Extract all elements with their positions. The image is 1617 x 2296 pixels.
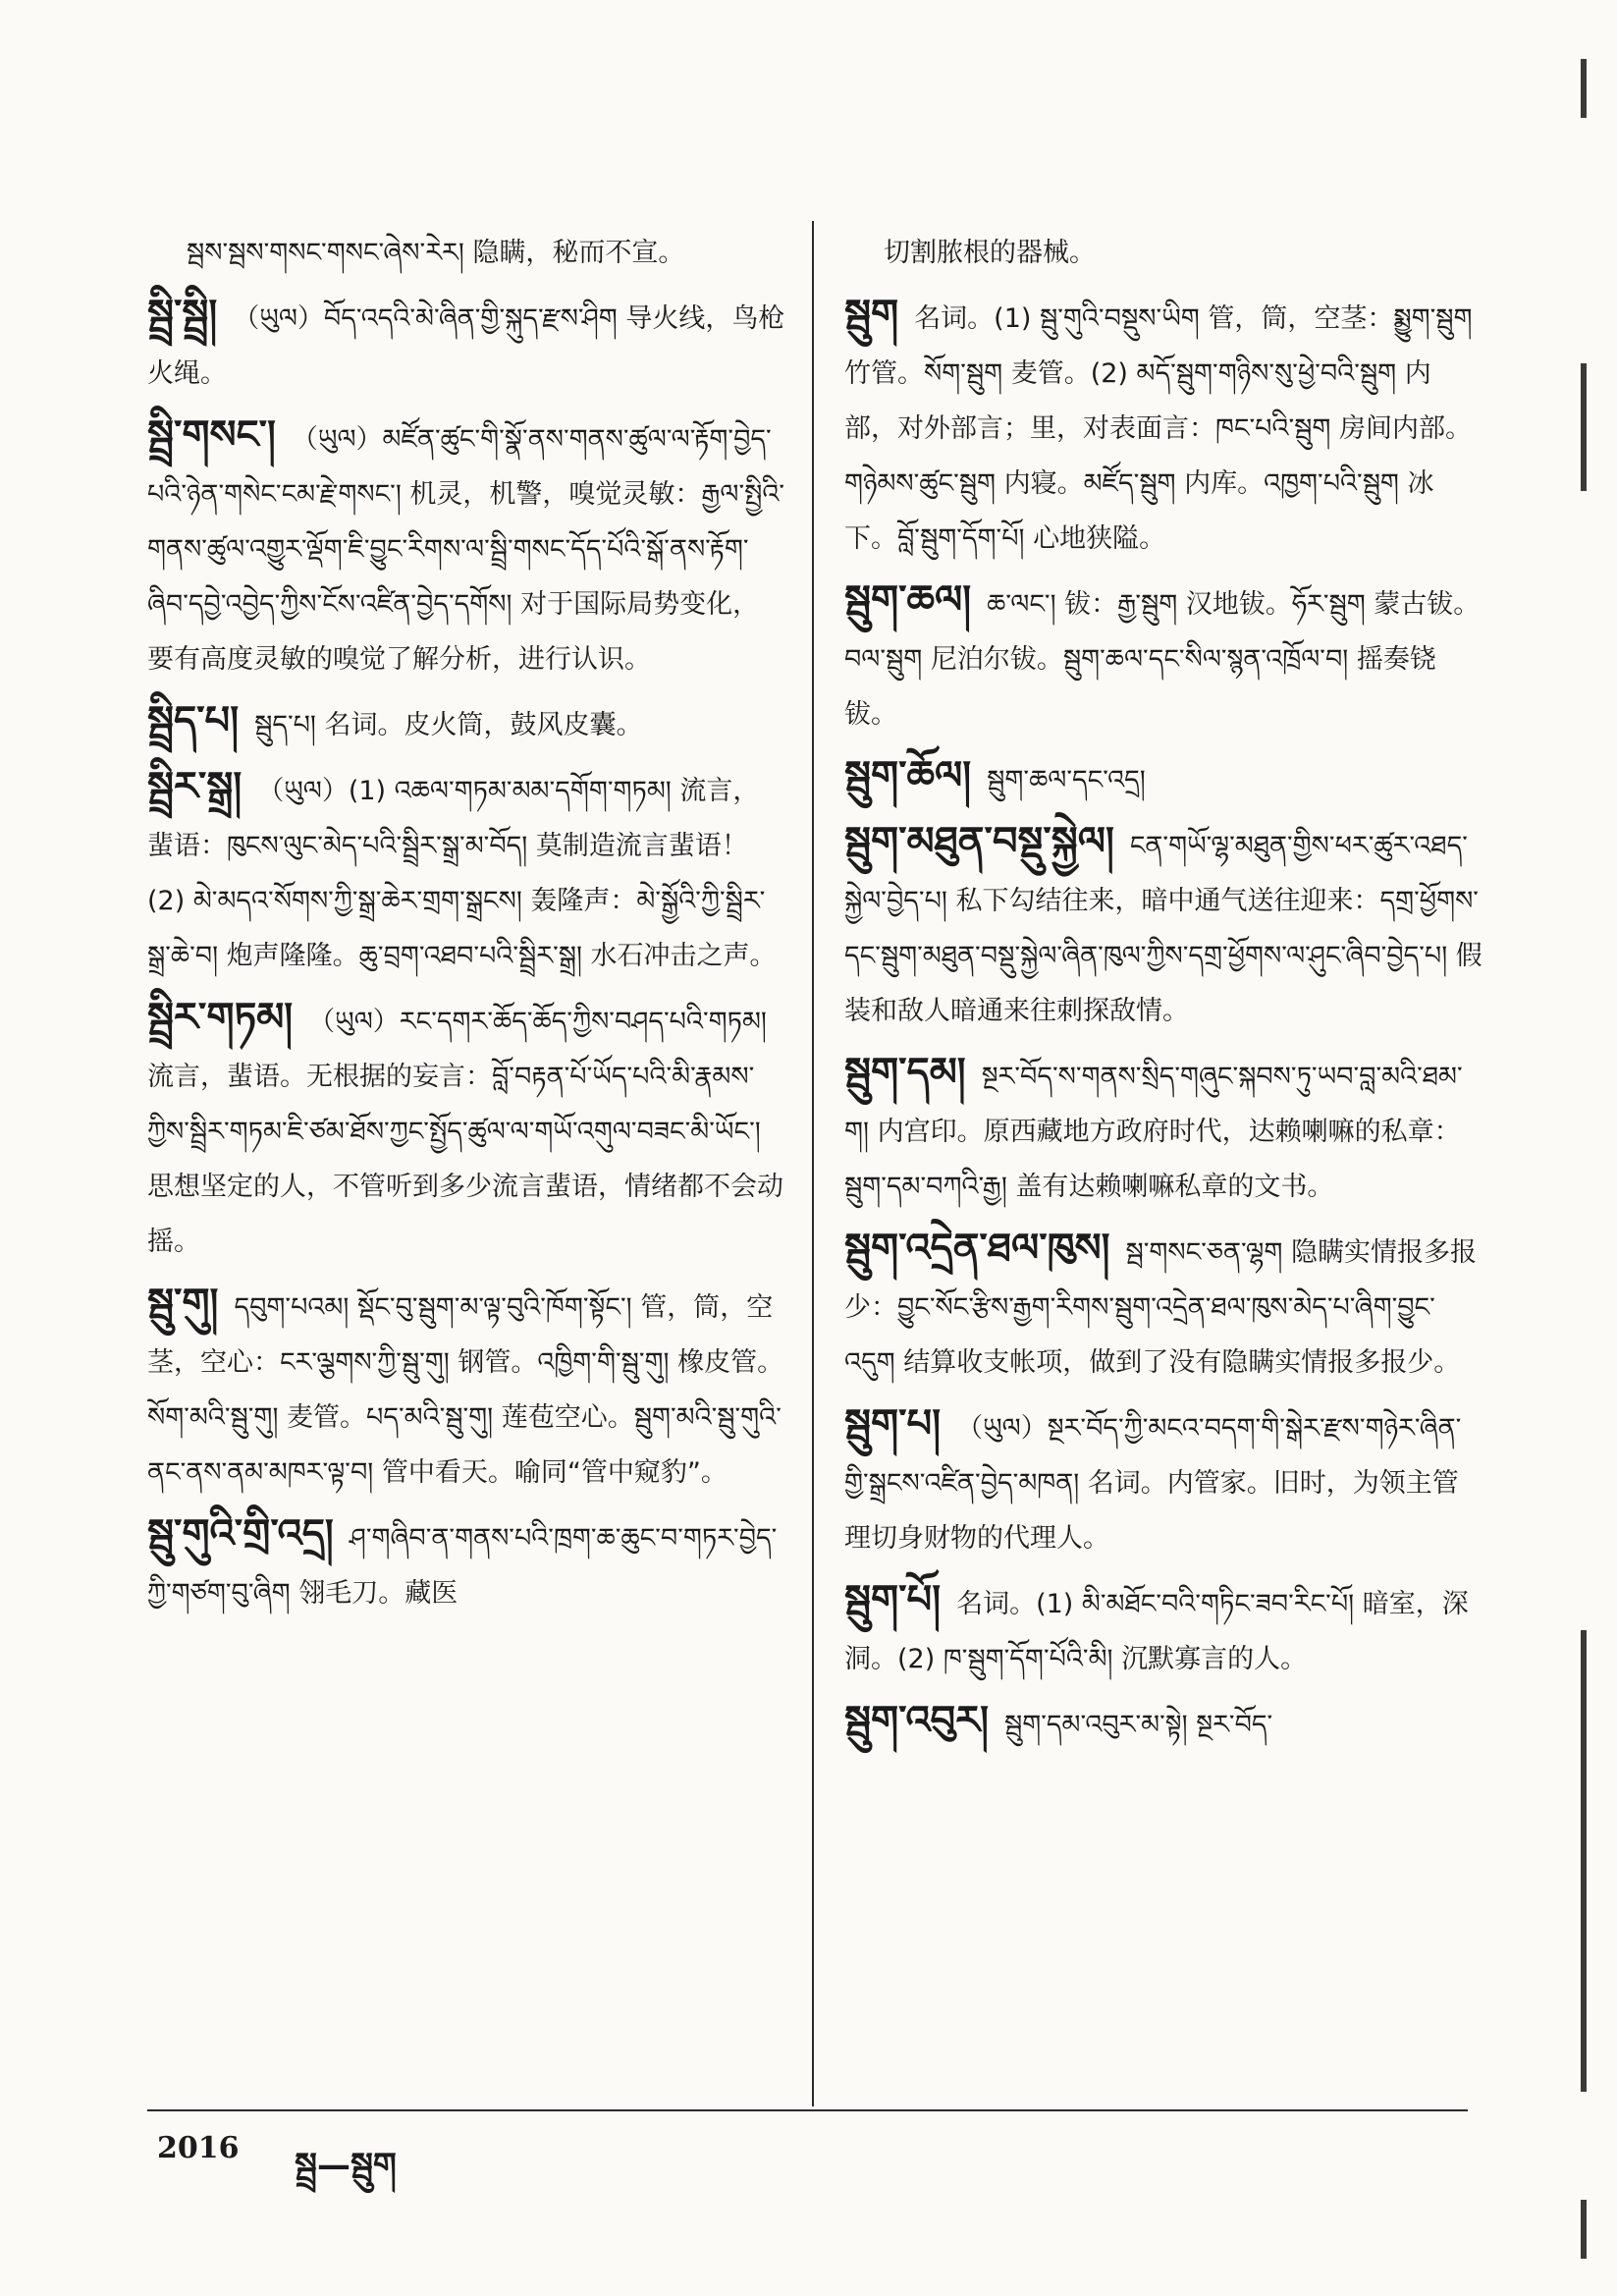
dictionary-entry (844, 814, 1482, 1039)
entry-definition: དབུག་པའམ། སྡོང་བུ་སྦུག་མ་ལྟ་བུའི་ཁོག་སྟོང་། 管，筒，空茎，空心：ངར་ལྕགས་ཀྱི་སྦུ་གུ། 钢管。འཁྱིག་གི་སྦུ་གུ། 橡皮管。སོག་མའི་སྦུ་གུ། 麦管。པད་མའི་སྦུ་གུ། 莲苞空心。སྦུག་མའི་སྦུ་གུའི་ནང་ནས་ནམ་མཁར་ལྟ་བ། 管中看天。喻同“管中窥豹”。 (147, 1292, 784, 1488)
entry-definition: ཤ་གཞིབ་ན་གནས་པའི་ཁྲག་ཆ་ཆུང་བ་གཏར་བྱེད་ཀྱི་གཙག་བུ་ཞིག 翎毛刀。藏医 (147, 1523, 778, 1609)
dictionary-entry (147, 1276, 785, 1501)
entry-headword: སྦུ་གུ། (147, 1281, 219, 1326)
dictionary-entry (844, 1045, 1482, 1215)
entry-headword: སྦྲི་སྦྲི། (147, 292, 218, 337)
entry-definition: སྦུག་དམ་འབུར་མ་སྟེ། སྔར་བོད་ (1004, 1710, 1273, 1740)
entry-definition: （ཡུལ）(1) འཆལ་གཏམ་མམ་དགོག་གཏམ། 流言，蜚语：ཁུངས་ལུང་མེད་པའི་སྦྲིར་སྒྲ་མ་བོད། 莫制造流言蜚语！ (2) མེ་མདའ་སོགས་ཀྱི་སྒྲ་ཆེར་གྲག་སྒྲངས། 轰隆声：མེ་སྒྱོའི་ཀྱི་སྦྲིར་སྒྲ་ཆེ་བ། 炮声隆隆。ཆུ་བྲག་འཐབ་པའི་སྦྲིར་སྒྲ། 水石冲击之声。 (147, 776, 777, 971)
entry-definition: སྦས་སྦས་གསང་གསང་ཞེས་རེར། 隐瞒，秘而不宣。 (187, 238, 685, 268)
entry-headword: སྦུག་ཆལ། (844, 577, 972, 623)
left-column (147, 226, 785, 1627)
entry-headword: སྦྲིར་སྒྲ། (147, 764, 243, 809)
column-divider (812, 221, 814, 2106)
entry-definition: སྦུད་པ། 名词。皮火筒，鼓风皮囊。 (254, 710, 643, 740)
entry-definition: 名词。(1) མི་མཐོང་བའི་གཏིང་ཟབ་རིང་པོ། 暗室，深洞。(2) ཁ་སྦུག་དོག་པོའི་མི། 沉默寡言的人。 (844, 1589, 1469, 1674)
scan-edge-mark (1581, 59, 1587, 118)
dictionary-entry (147, 287, 785, 402)
entry-headword: སྦུག་འདྲེན་ཐལ་ཁུས། (844, 1226, 1110, 1271)
right-column (844, 226, 1482, 1759)
entry-definition: （ཡུལ）མཛོན་ཚུང་གི་སྣོ་ནས་གནས་ཚུལ་ལ་རྟོག་བྱེད་པའི་ཉེན་གསེང་ངམ་རྗེ་གསང་། 机灵，机警，嗅觉灵敏：རྒྱལ་སྤྱིའི་གནས་ཚུལ་འགྱུར་ལྡོག་ཇི་བྱུང་རིགས་ལ་སྦྲི་གསང་དོད་པོའི་སྒོ་ནས་རྟོག་ཞིབ་དབྱེ་འབྱེད་ཀྱིས་ངོས་འཛིན་བྱེད་དགོས། 对于国际局势变化，要有高度灵敏的嗅觉了解分析，进行认识。 (147, 424, 785, 675)
entry-headword: སྦུག་འབུར། (844, 1698, 989, 1743)
dictionary-entry (844, 1693, 1482, 1753)
scan-edge-mark (1581, 2200, 1587, 2259)
entry-definition: （ཡུལ）རང་དགར་ཆོད་ཆོད་ཀྱིས་བཤད་པའི་གཏམ། 流言，蜚语。无根据的妄言：བློ་བརྟན་པོ་ཡོད་པའི་མི་རྣམས་ཀྱིས་སྦྲིར་གཏམ་ཇི་ཙམ་ཐོས་ཀྱང་སྤྱོད་ཚུལ་ལ་གཡོ་འགུལ་བཟང་མི་ཡོང་། 思想坚定的人，不管听到多少流言蜚语，情绪都不会动摇。 (147, 1007, 783, 1257)
dictionary-entry (147, 408, 785, 687)
page-number: 2016 (157, 2131, 240, 2165)
entry-headword: སྦུག (844, 292, 899, 337)
entry-headword: སྦུག་མཐུན་བསྡུ་སྐྱེལ། (844, 819, 1114, 864)
entry-headword: སྦུག་ཆོལ། (844, 753, 972, 798)
entry-headword: སྦྲི་གསང་། (147, 412, 276, 458)
dictionary-entry (844, 573, 1482, 742)
entry-definition: སྦུག་ཆལ་དང་འདྲ། (987, 765, 1146, 795)
dictionary-entry (147, 759, 785, 984)
entry-definition: ངན་གཡོ་ལྷ་མཐུན་གྱིས་ཕར་ཚུར་འཐད་སྐྱེལ་བྱེད་པ། 私下勾结往来，暗中通气送往迎来：དགྲ་ཕྱོགས་དང་སྦུག་མཐུན་བསྡུ་སྐྱེལ་ཞིན་ཁུལ་ཀྱིས་དགྲ་ཕྱོགས་ལ་ཤུང་ཞིབ་བྱེད་པ། 假装和敌人暗通来往刺探敌情。 (844, 831, 1482, 1026)
entry-headword: སྦུ་གུའི་གྲི་འདྲ། (147, 1511, 334, 1557)
scan-edge-mark (1581, 363, 1587, 491)
dictionary-entry (147, 226, 785, 281)
dictionary-entry (844, 748, 1482, 808)
dictionary-entry (844, 1396, 1482, 1566)
dictionary-entry (844, 287, 1482, 567)
entry-definition: སྔར་བོད་ས་གནས་སྲིད་གཞུང་སྐབས་ཏུ་ཡབ་བླ་མའི་ཐམ་ག། 内宫印。原西藏地方政府时代，达赖喇嘛的私章：སྦུག་དམ་བཀའི་རྒྱ། 盖有达赖喇嘛私章的文书。 (844, 1062, 1463, 1202)
entry-headword: སྦྲིར་གཏམ། (147, 995, 294, 1040)
dictionary-entry (844, 1572, 1482, 1687)
entry-definition: ཆ་ལང་། 钹：རྒྱ་སྦུག 汉地钹。ཧོར་སྦུག 蒙古钹。བལ་སྦུག 尼泊尔钹。སྦུག་ཆལ་དང་སིལ་སྙན་འཁྲོལ་བ། 摇奏铙钹。 (844, 589, 1481, 730)
entry-definition: སྦ་གསང་ཅན་ལྷག 隐瞒实情报多报少：བྱུང་སོང་རྩིས་རྒྱག་རིགས་སྦུག་འདྲེན་ཐལ་ཁུས་མེད་པ་ཞིག་བྱུང་འདུག 结算收支帐项，做到了没有隐瞒实情报多报少。 (844, 1237, 1478, 1378)
entry-headword: སྦུག་དམ། (844, 1050, 966, 1095)
dictionary-entry (147, 693, 785, 753)
entry-definition: 名词。(1) སྦུ་གུའི་བསྡུས་ཡིག 管，筒，空茎：སྨྱུག་སྦུག 竹管。སོག་སྦུག 麦管。(2) མདོ་སྦུག་གཉིས་སུ་ཕྱེ་བའི་སྦུག 内部，对外部言；里，对表面言：ཁང་པའི་སྦུག 房间内部。གཉེམས་ཚུང་སྦུག 内寝。མཛོད་སྦུག 内库。འཁྱག་པའི་སྦུག 冰下。བློ་སྦུག་དོག་པོ། 心地狭隘。 (844, 303, 1473, 554)
dictionary-entry (844, 1221, 1482, 1391)
dictionary-entry (844, 226, 1482, 281)
dictionary-entry (147, 1506, 785, 1621)
entry-definition: 切割脓根的器械。 (884, 238, 1096, 268)
entry-definition: （ཡུལ）སྔར་བོད་ཀྱི་མངའ་བདག་གི་སྒེར་རྫས་གཉེར་ཞིན་གྱི་སྒྲངས་འཛིན་བྱེད་མཁན། 名词。内管家。旧时，为领主管理切身财物的代理人。 (844, 1413, 1462, 1554)
entry-headword: སྦུག་པ། (844, 1401, 942, 1447)
scan-edge-mark (1581, 1630, 1587, 2092)
entry-headword: སྦྲིད་པ། (147, 698, 240, 743)
running-head: སྦྲ—སྦུག (295, 2146, 397, 2185)
dictionary-entry (147, 990, 785, 1270)
entry-headword: སྦུག་པོ། (844, 1577, 942, 1622)
footer-rule (147, 2109, 1468, 2111)
entry-definition: （ཡུལ）བོད་འདའི་མེ་ཞིན་གྱི་སྐུད་རྫས་ཤིག 导火线，鸟枪火绳。 (147, 303, 785, 389)
